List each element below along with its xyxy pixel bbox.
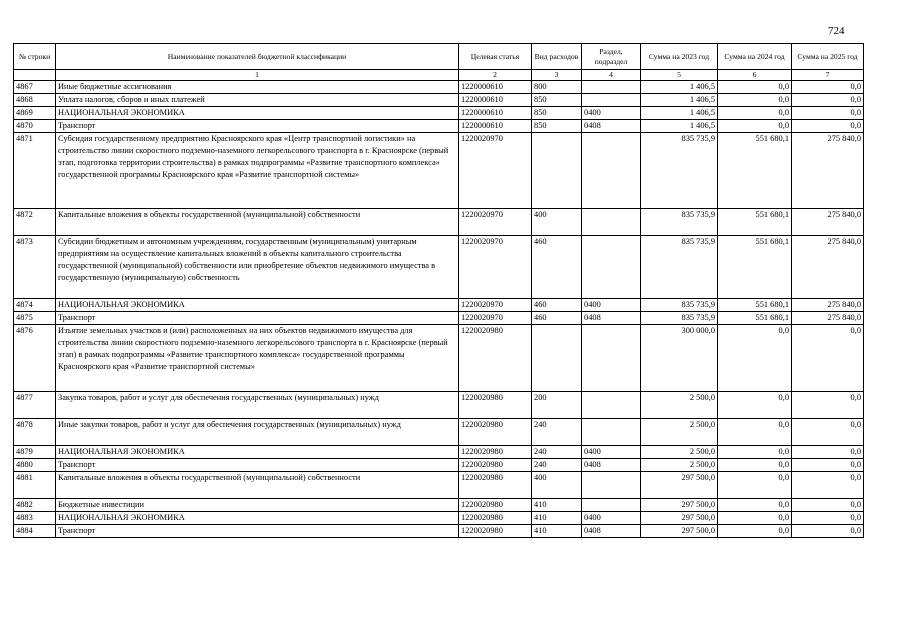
row-name: Закупка товаров, работ и услуг для обеспечения государственных (муниципальных) нужд <box>56 392 459 419</box>
row-sum-2024: 0,0 <box>718 499 792 512</box>
row-name: Иные закупки товаров, работ и услуг для обеспечения государственных (муниципальных) нужд <box>56 419 459 446</box>
row-sum-2024: 0,0 <box>718 81 792 94</box>
row-sum-2023: 1 406,5 <box>641 94 718 107</box>
row-section: 0408 <box>582 459 641 472</box>
row-section: 0408 <box>582 312 641 325</box>
row-sum-2023: 835 735,9 <box>641 312 718 325</box>
row-number: 4871 <box>14 133 56 209</box>
row-sum-2025: 0,0 <box>792 392 864 419</box>
row-sum-2023: 2 500,0 <box>641 419 718 446</box>
row-target-article: 1220020980 <box>459 446 532 459</box>
row-name: Транспорт <box>56 312 459 325</box>
row-expense-kind: 200 <box>532 392 582 419</box>
column-number: 1 <box>56 70 459 81</box>
row-target-article: 1220000610 <box>459 120 532 133</box>
row-expense-kind: 240 <box>532 446 582 459</box>
column-number: 4 <box>582 70 641 81</box>
row-number: 4868 <box>14 94 56 107</box>
row-sum-2024: 0,0 <box>718 94 792 107</box>
row-name: НАЦИОНАЛЬНАЯ ЭКОНОМИКА <box>56 299 459 312</box>
row-section <box>582 209 641 236</box>
table-row <box>14 525 864 538</box>
row-target-article: 1220000610 <box>459 107 532 120</box>
row-expense-kind: 460 <box>532 299 582 312</box>
row-expense-kind: 850 <box>532 94 582 107</box>
row-name: Капитальные вложения в объекты государственной (муниципальной) собственности <box>56 209 459 236</box>
row-number: 4877 <box>14 392 56 419</box>
row-sum-2024: 0,0 <box>718 392 792 419</box>
row-sum-2023: 835 735,9 <box>641 209 718 236</box>
header-row <box>14 44 864 70</box>
table-row <box>14 236 864 299</box>
header-sum-2023: Сумма на 2023 год <box>641 44 718 70</box>
header-target-article: Целевая статья <box>459 44 532 70</box>
row-target-article: 1220020980 <box>459 459 532 472</box>
row-name: Транспорт <box>56 120 459 133</box>
row-sum-2025: 0,0 <box>792 459 864 472</box>
table-row <box>14 81 864 94</box>
row-sum-2024: 0,0 <box>718 325 792 392</box>
row-target-article: 1220020970 <box>459 299 532 312</box>
row-sum-2025: 0,0 <box>792 107 864 120</box>
row-sum-2025: 0,0 <box>792 325 864 392</box>
row-number: 4884 <box>14 525 56 538</box>
row-sum-2023: 297 500,0 <box>641 499 718 512</box>
row-expense-kind: 240 <box>532 459 582 472</box>
row-sum-2025: 275 840,0 <box>792 236 864 299</box>
row-sum-2025: 0,0 <box>792 81 864 94</box>
table-row <box>14 392 864 419</box>
row-expense-kind: 400 <box>532 209 582 236</box>
row-expense-kind <box>532 325 582 392</box>
row-number: 4876 <box>14 325 56 392</box>
row-expense-kind: 410 <box>532 499 582 512</box>
row-section <box>582 81 641 94</box>
row-expense-kind: 460 <box>532 312 582 325</box>
row-target-article: 1220020980 <box>459 525 532 538</box>
row-expense-kind: 410 <box>532 512 582 525</box>
row-section: 0408 <box>582 120 641 133</box>
row-sum-2024: 0,0 <box>718 459 792 472</box>
row-name: Уплата налогов, сборов и иных платежей <box>56 94 459 107</box>
row-name: НАЦИОНАЛЬНАЯ ЭКОНОМИКА <box>56 446 459 459</box>
row-target-article: 1220020980 <box>459 325 532 392</box>
row-sum-2025: 275 840,0 <box>792 209 864 236</box>
budget-table <box>13 43 864 538</box>
row-sum-2023: 2 500,0 <box>641 446 718 459</box>
row-number: 4881 <box>14 472 56 499</box>
row-section <box>582 325 641 392</box>
table-body <box>14 81 864 538</box>
row-sum-2025: 0,0 <box>792 525 864 538</box>
row-number: 4882 <box>14 499 56 512</box>
column-number: 6 <box>718 70 792 81</box>
row-sum-2023: 835 735,9 <box>641 299 718 312</box>
row-section <box>582 499 641 512</box>
row-sum-2023: 1 406,5 <box>641 81 718 94</box>
row-sum-2024: 551 680,1 <box>718 299 792 312</box>
row-sum-2025: 275 840,0 <box>792 312 864 325</box>
row-sum-2025: 0,0 <box>792 472 864 499</box>
row-sum-2025: 0,0 <box>792 446 864 459</box>
row-sum-2025: 0,0 <box>792 120 864 133</box>
row-name: Бюджетные инвестиции <box>56 499 459 512</box>
row-sum-2025: 0,0 <box>792 499 864 512</box>
row-target-article: 1220020980 <box>459 499 532 512</box>
row-expense-kind: 410 <box>532 525 582 538</box>
row-sum-2025: 0,0 <box>792 419 864 446</box>
row-number: 4867 <box>14 81 56 94</box>
row-section <box>582 94 641 107</box>
row-expense-kind: 460 <box>532 236 582 299</box>
table-row <box>14 446 864 459</box>
row-section: 0400 <box>582 107 641 120</box>
row-number: 4872 <box>14 209 56 236</box>
row-sum-2024: 0,0 <box>718 419 792 446</box>
row-section <box>582 236 641 299</box>
row-target-article: 1220020970 <box>459 209 532 236</box>
row-sum-2023: 2 500,0 <box>641 459 718 472</box>
column-number: 2 <box>459 70 532 81</box>
row-name: НАЦИОНАЛЬНАЯ ЭКОНОМИКА <box>56 107 459 120</box>
row-number: 4879 <box>14 446 56 459</box>
row-sum-2023: 300 000,0 <box>641 325 718 392</box>
row-number: 4870 <box>14 120 56 133</box>
row-number: 4875 <box>14 312 56 325</box>
row-sum-2025: 275 840,0 <box>792 299 864 312</box>
column-number <box>14 70 56 81</box>
header-section: Раздел, подраздел <box>582 44 641 70</box>
column-number: 3 <box>532 70 582 81</box>
header-indicator-name: Наименование показателей бюджетной классификации <box>56 44 459 70</box>
row-name: Иные бюджетные ассигнования <box>56 81 459 94</box>
row-sum-2024: 551 680,1 <box>718 236 792 299</box>
row-target-article: 1220000610 <box>459 81 532 94</box>
page-number: 724 <box>828 25 845 37</box>
row-sum-2023: 1 406,5 <box>641 107 718 120</box>
row-number: 4878 <box>14 419 56 446</box>
row-sum-2025: 275 840,0 <box>792 133 864 209</box>
row-expense-kind: 400 <box>532 472 582 499</box>
row-section: 0400 <box>582 446 641 459</box>
row-section: 0400 <box>582 512 641 525</box>
row-section <box>582 419 641 446</box>
row-name: Транспорт <box>56 525 459 538</box>
table-row <box>14 209 864 236</box>
row-section: 0408 <box>582 525 641 538</box>
header-sum-2025: Сумма на 2025 год <box>792 44 864 70</box>
table-row <box>14 325 864 392</box>
header-sum-2024: Сумма на 2024 год <box>718 44 792 70</box>
row-number: 4883 <box>14 512 56 525</box>
table-row <box>14 459 864 472</box>
table-row <box>14 299 864 312</box>
row-expense-kind: 800 <box>532 81 582 94</box>
row-sum-2023: 2 500,0 <box>641 392 718 419</box>
row-target-article: 1220020980 <box>459 392 532 419</box>
row-name: Капитальные вложения в объекты государственной (муниципальной) собственности <box>56 472 459 499</box>
row-sum-2025: 0,0 <box>792 94 864 107</box>
row-sum-2024: 551 680,1 <box>718 133 792 209</box>
row-target-article: 1220020970 <box>459 236 532 299</box>
row-target-article: 1220020980 <box>459 419 532 446</box>
row-sum-2023: 1 406,5 <box>641 120 718 133</box>
row-number: 4869 <box>14 107 56 120</box>
row-name: Субсидии бюджетным и автономным учреждениям, государственным (муниципальным) унитарным предприятиям на осуществление капитальных вложений в объекты капитального строительства государственной (муниципальной) собственности или приобретение объектов недвижимого имущества в государственную (муниципальную) собственность <box>56 236 459 299</box>
table-row <box>14 133 864 209</box>
header-expense-kind: Вид расходов <box>532 44 582 70</box>
row-sum-2023: 297 500,0 <box>641 512 718 525</box>
row-section <box>582 133 641 209</box>
table-row <box>14 107 864 120</box>
column-number: 5 <box>641 70 718 81</box>
row-section <box>582 392 641 419</box>
row-target-article: 1220020970 <box>459 133 532 209</box>
row-name: Изъятие земельных участков и (или) расположенных на них объектов недвижимого имущества для строительства линии скоростного подземно-наземного легкорельсового транспорта в г. Красноярске (первый этап) в рамках подпрограммы «Развитие транспортного комплекса» государственной программы Красноярского края «Развитие транспортной системы» <box>56 325 459 392</box>
table-row <box>14 94 864 107</box>
row-expense-kind: 850 <box>532 120 582 133</box>
row-sum-2024: 0,0 <box>718 512 792 525</box>
row-target-article: 1220020980 <box>459 512 532 525</box>
row-section: 0400 <box>582 299 641 312</box>
column-number-row <box>14 70 864 81</box>
row-section <box>582 472 641 499</box>
row-sum-2024: 0,0 <box>718 446 792 459</box>
row-target-article: 1220020970 <box>459 312 532 325</box>
column-number: 7 <box>792 70 864 81</box>
table-row <box>14 419 864 446</box>
row-name: НАЦИОНАЛЬНАЯ ЭКОНОМИКА <box>56 512 459 525</box>
row-sum-2023: 835 735,9 <box>641 236 718 299</box>
row-number: 4873 <box>14 236 56 299</box>
row-sum-2023: 835 735,9 <box>641 133 718 209</box>
row-sum-2024: 0,0 <box>718 120 792 133</box>
row-number: 4880 <box>14 459 56 472</box>
row-sum-2023: 297 500,0 <box>641 472 718 499</box>
row-sum-2024: 0,0 <box>718 107 792 120</box>
row-sum-2024: 0,0 <box>718 472 792 499</box>
row-sum-2024: 551 680,1 <box>718 209 792 236</box>
row-number: 4874 <box>14 299 56 312</box>
header-row-number: № строки <box>14 44 56 70</box>
table-row <box>14 120 864 133</box>
row-name: Транспорт <box>56 459 459 472</box>
row-expense-kind: 850 <box>532 107 582 120</box>
row-sum-2025: 0,0 <box>792 512 864 525</box>
row-target-article: 1220000610 <box>459 94 532 107</box>
row-sum-2024: 0,0 <box>718 525 792 538</box>
table-row <box>14 499 864 512</box>
row-name: Субсидия государственному предприятию Красноярского края «Центр транспортной логистики» на строительство линии скоростного подземно-наземного легкорельсового транспорта в г. Красноярске (первый этап, подготовка территории строительства) в рамках подпрограммы «Развитие транспортного комплекса» государственной программы Красноярского края «Развитие транспортной системы» <box>56 133 459 209</box>
table-row <box>14 472 864 499</box>
table-row <box>14 512 864 525</box>
row-sum-2023: 297 500,0 <box>641 525 718 538</box>
row-expense-kind <box>532 133 582 209</box>
table-row <box>14 312 864 325</box>
row-expense-kind: 240 <box>532 419 582 446</box>
row-sum-2024: 551 680,1 <box>718 312 792 325</box>
row-target-article: 1220020980 <box>459 472 532 499</box>
